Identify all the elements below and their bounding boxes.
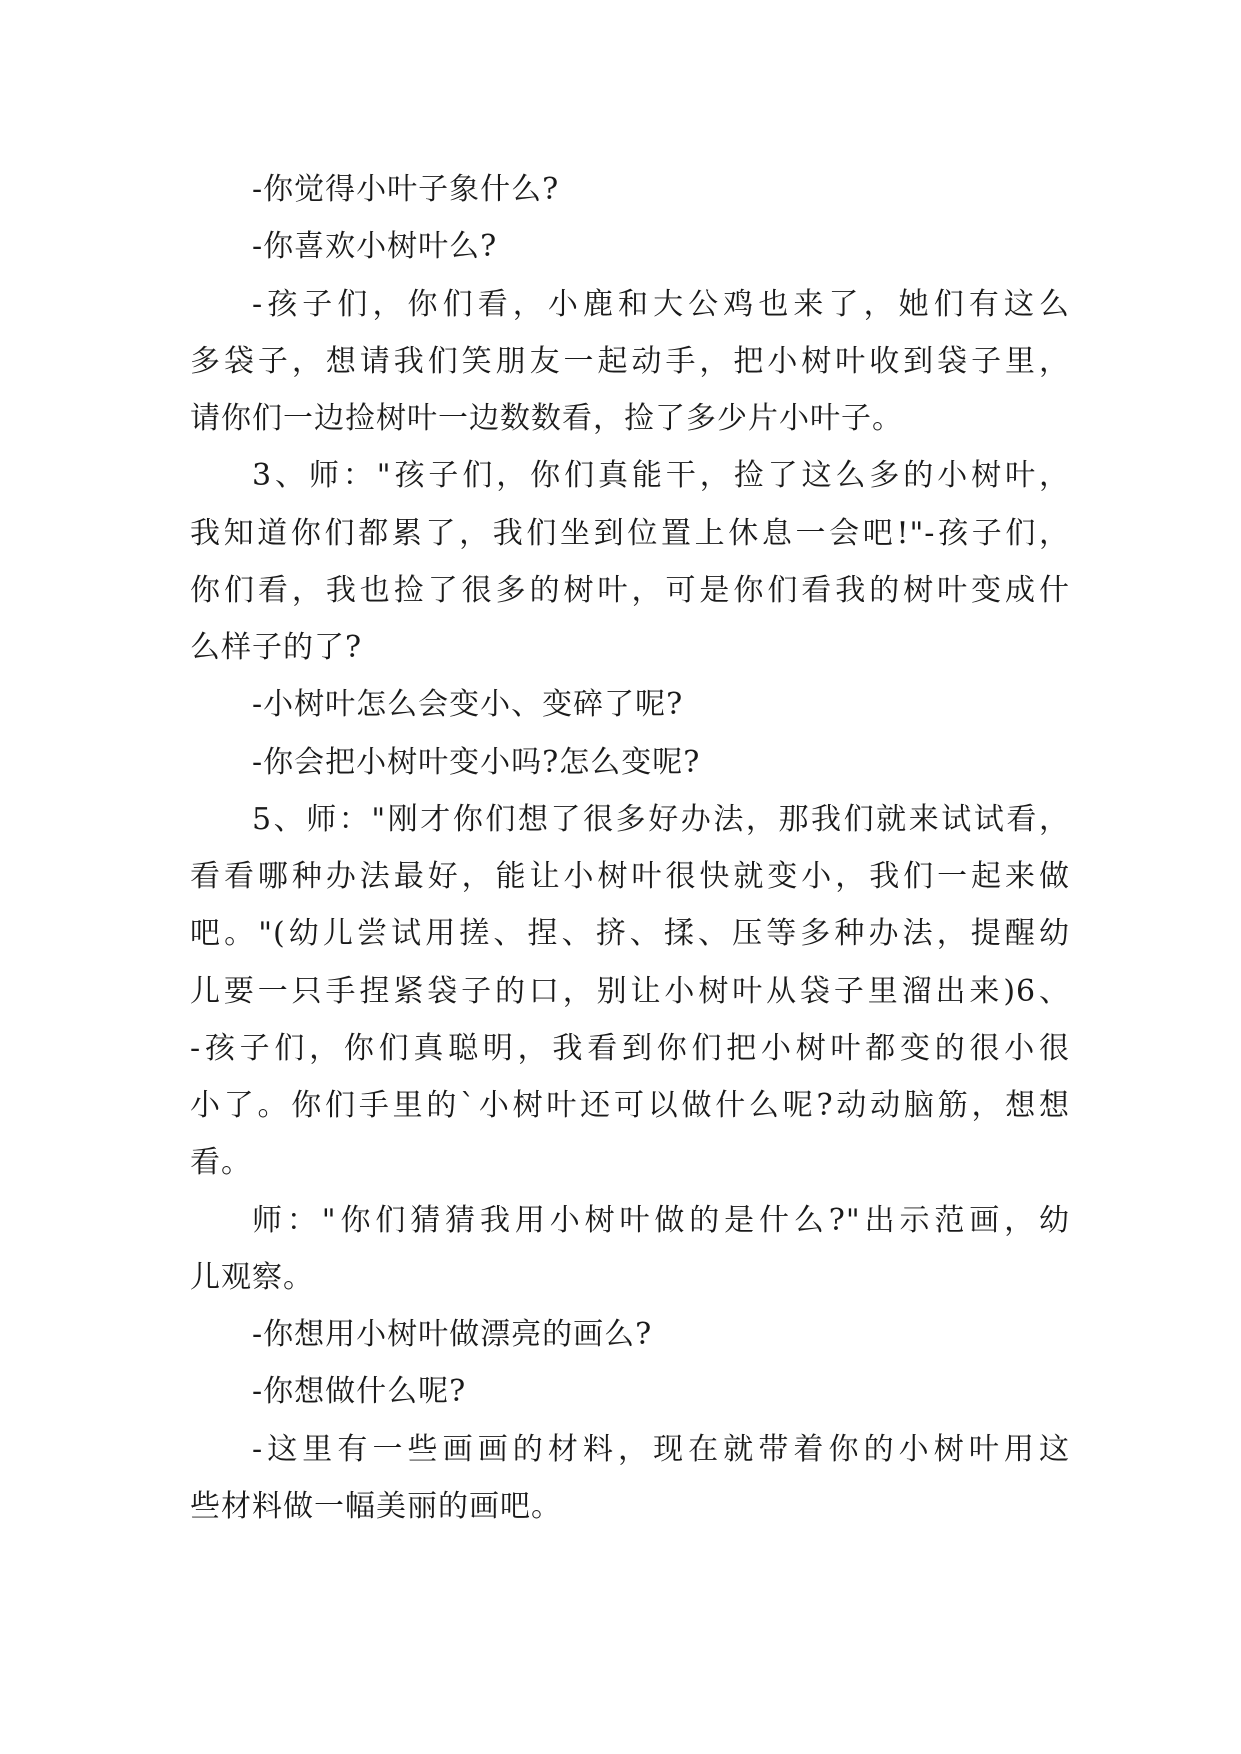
text-line: -你想做什么呢? [252,1374,467,1409]
text-line: -你喜欢小树叶么? [252,229,498,264]
text-line: -这里有一些画画的材料，现在就带着你的小树叶用这 [252,1432,1070,1467]
text-line: 我知道你们都累了，我们坐到位置上休息一会吧!"-孩子们， [190,516,1070,551]
text-line: 些材料做一幅美丽的画吧。 [190,1489,562,1524]
text-line: 儿要一只手捏紧袋子的口，别让小树叶从袋子里溜出来)6、 [190,974,1070,1009]
text-line: 3、师："孩子们，你们真能干，捡了这么多的小树叶， [252,458,1070,493]
text-line: 儿观察。 [190,1260,314,1295]
text-line: -你会把小树叶变小吗?怎么变呢? [252,745,701,780]
text-line: 看看哪种办法最好，能让小树叶很快就变小，我们一起来做 [190,859,1070,894]
text-line: 师："你们猜猜我用小树叶做的是什么?"出示范画，幼 [252,1203,1070,1238]
text-line: -你觉得小叶子象什么? [252,172,560,207]
text-line: 看。 [190,1145,252,1180]
text-line: 吧。"(幼儿尝试用搓、捏、挤、揉、压等多种办法，提醒幼 [190,916,1070,951]
text-line: 你们看，我也捡了很多的树叶，可是你们看我的树叶变成什 [190,573,1070,608]
text-line: 5、师："刚才你们想了很多好办法，那我们就来试试看， [252,802,1070,837]
text-line: 多袋子，想请我们笑朋友一起动手，把小树叶收到袋子里， [190,344,1070,379]
text-line: -孩子们，你们看，小鹿和大公鸡也来了，她们有这么 [252,287,1070,322]
text-line: -你想用小树叶做漂亮的画么? [252,1317,653,1352]
text-line: 么样子的了? [190,630,363,665]
text-line: -孩子们，你们真聪明，我看到你们把小树叶都变的很小很 [190,1031,1070,1066]
text-line: -小树叶怎么会变小、变碎了呢? [252,687,684,722]
text-line: 小了。你们手里的`小树叶还可以做什么呢?动动脑筋，想想 [190,1088,1070,1123]
text-line: 请你们一边捡树叶一边数数看，捡了多少片小叶子。 [190,401,903,436]
